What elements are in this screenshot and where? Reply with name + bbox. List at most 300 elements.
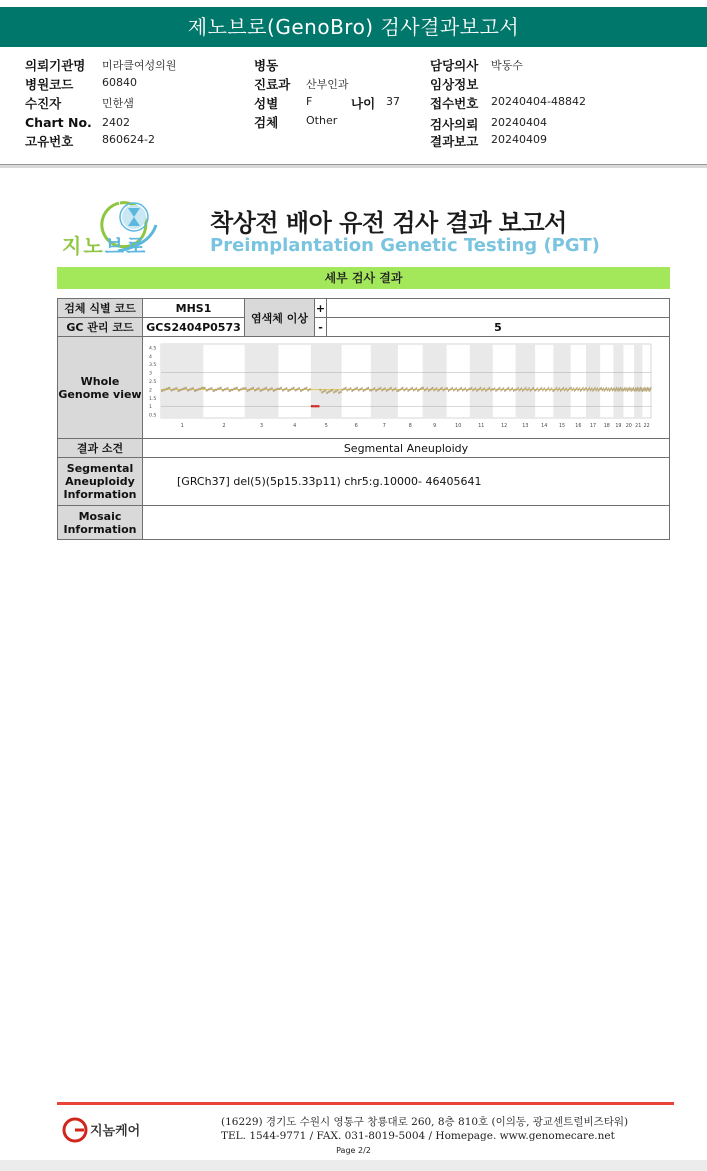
copy-number-point	[173, 388, 175, 390]
copy-number-point	[267, 389, 269, 391]
copy-number-point	[546, 389, 547, 391]
unique-no-value: 860624-2	[102, 133, 155, 146]
copy-number-point	[258, 387, 260, 389]
copy-number-point	[497, 389, 498, 391]
copy-number-point	[449, 389, 450, 391]
x-tick-label: 20	[625, 424, 632, 429]
copy-number-point	[399, 389, 400, 391]
receipt-no-label: 접수번호	[430, 96, 479, 111]
copy-number-point	[222, 389, 224, 391]
copy-number-point	[451, 388, 452, 390]
copy-number-point	[526, 389, 527, 391]
physician-label: 담당의사	[430, 58, 479, 73]
copy-number-point	[351, 390, 353, 392]
copy-number-point	[490, 389, 491, 391]
copy-number-point	[575, 389, 576, 391]
copy-number-point	[363, 390, 365, 392]
y-tick-label: 4	[149, 354, 152, 360]
x-tick-label: 9	[433, 424, 437, 429]
section-title: 세부 검사 결과	[57, 267, 670, 289]
copy-number-point	[528, 388, 529, 390]
copy-number-point	[484, 387, 485, 389]
copy-number-point	[585, 387, 586, 389]
copy-number-point	[356, 387, 358, 389]
copy-number-point	[424, 389, 425, 391]
x-tick-label: 15	[558, 424, 566, 429]
copy-number-point	[402, 387, 403, 389]
copy-number-point	[508, 387, 509, 389]
copy-number-point	[369, 389, 371, 391]
copy-number-point	[447, 387, 448, 389]
copy-number-point	[250, 388, 252, 390]
specimen-label: 검체	[254, 115, 279, 130]
gc-code-value: GCS2404P0573	[143, 318, 245, 337]
chromosome-band	[613, 344, 623, 418]
copy-number-point	[163, 389, 165, 391]
copy-number-point	[533, 387, 534, 389]
copy-number-point	[568, 389, 569, 391]
copy-number-point	[644, 387, 645, 389]
mosaic-info-value	[143, 506, 670, 540]
copy-number-point	[578, 389, 579, 391]
copy-number-point	[381, 389, 383, 391]
copy-number-point	[265, 387, 267, 389]
copy-number-point	[413, 389, 414, 391]
copy-number-point	[517, 388, 518, 390]
copy-number-point	[414, 388, 415, 390]
loss-segment-point	[318, 405, 320, 407]
copy-number-point	[398, 390, 399, 392]
copy-number-point	[562, 388, 563, 390]
copy-number-point	[536, 388, 537, 390]
hospital-code-value: 60840	[102, 76, 137, 89]
copy-number-point	[480, 387, 481, 389]
age-value: 37	[386, 95, 400, 108]
copy-number-point	[345, 387, 347, 389]
loss-segment-point	[316, 405, 318, 407]
copy-number-point	[631, 387, 632, 389]
copy-number-point	[574, 390, 575, 392]
test-request-label: 검사의뢰	[430, 117, 479, 132]
x-tick-label: 14	[541, 424, 548, 429]
copy-number-point	[481, 389, 482, 391]
y-tick-label: 3	[149, 371, 152, 377]
copy-number-point	[226, 387, 228, 389]
copy-number-point	[640, 387, 641, 389]
copy-number-point	[601, 387, 602, 389]
age-label: 나이	[351, 96, 376, 111]
copy-number-point	[467, 389, 468, 391]
segmental-aneuploidy-value: [GRCh37] del(5)(5p15.33p11) chr5:g.10000- 46405641	[143, 458, 670, 506]
copy-number-point	[559, 387, 560, 389]
copy-number-point	[396, 390, 398, 392]
copy-number-point	[477, 389, 478, 391]
x-tick-label: 7	[382, 424, 386, 429]
report-header-title: 제노브로(GenoBro) 검사결과보고서	[0, 7, 707, 47]
copy-number-point	[333, 391, 335, 393]
copy-number-point	[452, 387, 453, 389]
copy-number-point	[466, 390, 467, 392]
y-tick-label: 1.5	[149, 396, 157, 402]
copy-number-point	[423, 387, 424, 389]
loss-segment-point	[311, 405, 313, 407]
result-finding-label: 결과 소견	[58, 439, 143, 458]
copy-number-point	[483, 388, 484, 390]
copy-number-point	[583, 387, 584, 389]
copy-number-point	[488, 388, 489, 390]
x-tick-label: 16	[575, 424, 582, 429]
copy-number-point	[378, 388, 380, 390]
copy-number-point	[629, 387, 630, 389]
receipt-no-value: 20240404-48842	[491, 95, 586, 108]
bottom-band	[0, 1160, 707, 1171]
copy-number-point	[384, 387, 386, 389]
copy-number-point	[595, 387, 596, 389]
copy-number-point	[437, 390, 438, 392]
requesting-institution-label: 의뢰기관명	[25, 58, 86, 73]
x-tick-label: 12	[501, 424, 508, 429]
chromosome-band	[634, 344, 642, 418]
x-tick-label: 5	[324, 424, 328, 429]
x-tick-label: 1	[180, 424, 184, 429]
segmental-aneuploidy-label: Segmental Aneuploidy Information	[58, 458, 143, 506]
copy-number-point	[168, 387, 170, 389]
x-tick-label: 13	[522, 424, 529, 429]
copy-number-point	[635, 387, 636, 389]
copy-number-point	[597, 387, 598, 389]
copy-number-point	[548, 387, 549, 389]
copy-number-point	[427, 387, 428, 389]
copy-number-point	[469, 388, 470, 390]
copy-number-point	[278, 388, 280, 390]
copy-number-point	[417, 390, 418, 392]
copy-number-point	[416, 387, 417, 389]
copy-number-point	[516, 389, 517, 391]
copy-number-point	[412, 387, 413, 389]
copy-number-point	[425, 388, 426, 390]
copy-number-point	[361, 387, 363, 389]
copy-number-point	[647, 387, 648, 389]
copy-number-point	[554, 389, 555, 391]
copy-number-point	[340, 391, 342, 393]
copy-number-point	[263, 388, 265, 390]
copy-number-point	[444, 388, 445, 390]
copy-number-point	[465, 387, 466, 389]
copy-number-point	[282, 389, 284, 391]
department-label: 진료과	[254, 77, 291, 92]
copy-number-point	[603, 387, 604, 389]
copy-number-point	[359, 388, 361, 390]
copy-number-point	[558, 388, 559, 390]
copy-number-point	[319, 389, 321, 391]
copy-number-point	[256, 388, 258, 390]
copy-number-point	[544, 387, 545, 389]
chart-no-value: 2402	[102, 116, 130, 129]
copy-number-point	[538, 390, 539, 392]
copy-number-point	[440, 388, 441, 390]
copy-number-point	[565, 388, 566, 390]
hospital-code-label: 병원코드	[25, 77, 74, 92]
copy-number-point	[203, 387, 205, 389]
copy-number-point	[572, 388, 573, 390]
chromosome-band	[516, 344, 536, 418]
copy-number-point	[372, 388, 374, 390]
copy-number-point	[524, 388, 525, 390]
copy-number-point	[512, 387, 513, 389]
footer-divider	[57, 1102, 674, 1105]
copy-number-point	[509, 389, 510, 391]
copy-number-point	[337, 389, 339, 391]
copy-number-point	[456, 387, 457, 389]
result-finding-value: Segmental Aneuploidy	[143, 439, 670, 458]
copy-number-point	[409, 389, 410, 391]
copy-number-point	[431, 388, 432, 390]
specimen-value: Other	[306, 114, 338, 127]
mosaic-info-label: Mosaic Information	[58, 506, 143, 540]
copy-number-point	[335, 390, 337, 392]
report-title-korean: 착상전 배아 유전 검사 결과 보고서	[210, 209, 567, 237]
copy-number-point	[549, 389, 550, 391]
copy-number-point	[383, 388, 385, 390]
copy-number-point	[553, 390, 554, 392]
y-tick-label: 2.5	[149, 380, 157, 385]
copy-number-point	[291, 388, 293, 390]
copy-number-point	[269, 388, 271, 390]
x-tick-label: 21	[635, 424, 642, 429]
copy-number-point	[622, 387, 623, 389]
loss-sign: -	[315, 318, 327, 337]
copy-number-point	[572, 389, 573, 391]
copy-number-point	[194, 390, 196, 392]
copy-number-point	[166, 388, 168, 390]
copy-number-point	[583, 389, 584, 391]
copy-number-point	[439, 389, 440, 391]
copy-number-point	[392, 389, 394, 391]
copy-number-point	[491, 388, 492, 390]
copy-number-point	[435, 388, 436, 390]
copy-number-point	[582, 388, 583, 390]
copy-number-point	[531, 389, 532, 391]
result-report-value: 20240409	[491, 133, 547, 146]
y-tick-label: 2	[149, 388, 152, 394]
copy-number-point	[321, 391, 323, 393]
copy-number-point	[443, 389, 444, 391]
clinical-info-label: 임상정보	[430, 77, 479, 92]
copy-number-point	[196, 389, 198, 391]
copy-number-point	[280, 387, 282, 389]
gain-sign: +	[315, 299, 327, 318]
sex-label: 성별	[254, 96, 279, 111]
copy-number-point	[350, 387, 352, 389]
header-divider	[0, 164, 707, 168]
x-tick-label: 17	[590, 424, 597, 429]
x-tick-label: 8	[408, 424, 412, 429]
copy-number-point	[187, 389, 189, 391]
copy-number-point	[618, 387, 619, 389]
footer-contact-line: TEL. 1544-9771 / FAX. 031-8019-5004 / Homepage. www.genomecare.net	[221, 1130, 615, 1142]
copy-number-point	[460, 388, 461, 390]
copy-number-point	[614, 387, 615, 389]
copy-number-point	[540, 388, 541, 390]
copy-number-point	[245, 387, 247, 389]
y-tick-label: 4.5	[149, 346, 157, 352]
copy-number-point	[620, 387, 621, 389]
copy-number-point	[535, 389, 536, 391]
copy-number-point	[210, 387, 212, 389]
x-tick-label: 4	[293, 424, 297, 429]
loss-value: 5	[327, 318, 670, 337]
copy-number-point	[534, 389, 535, 391]
copy-number-point	[355, 388, 357, 390]
copy-number-point	[371, 389, 373, 391]
copy-number-point	[580, 390, 581, 392]
department-value: 산부인과	[306, 78, 349, 91]
footer-address-line: (16229) 경기도 수원시 영통구 창룡대로 260, 8층 810호 (이의동, 광교센트럴비즈타워)	[221, 1116, 629, 1128]
copy-number-point	[529, 387, 530, 389]
copy-number-point	[584, 388, 585, 390]
copy-number-point	[375, 390, 377, 392]
whole-genome-view-cell	[143, 337, 670, 439]
copy-number-point	[429, 389, 430, 391]
copy-number-point	[511, 388, 512, 390]
copy-number-point	[407, 390, 408, 392]
copy-number-point	[499, 387, 500, 389]
copy-number-point	[406, 387, 407, 389]
copy-number-point	[252, 387, 254, 389]
copy-number-point	[401, 388, 402, 390]
copy-number-point	[331, 389, 333, 391]
copy-number-point	[325, 389, 327, 391]
copy-number-point	[555, 388, 556, 390]
copy-number-point	[547, 388, 548, 390]
copy-number-point	[217, 388, 219, 390]
copy-number-point	[543, 388, 544, 390]
copy-number-point	[380, 387, 382, 389]
copy-number-point	[626, 387, 627, 389]
copy-number-point	[566, 387, 567, 389]
copy-number-point	[581, 389, 582, 391]
copy-number-point	[177, 390, 179, 392]
copy-number-point	[208, 388, 210, 390]
copy-number-point	[273, 390, 275, 392]
test-request-value: 20240404	[491, 116, 547, 129]
copy-number-point	[457, 390, 458, 392]
x-tick-label: 3	[260, 424, 264, 429]
copy-number-point	[353, 389, 355, 391]
copy-number-point	[541, 387, 542, 389]
x-tick-label: 22	[643, 424, 650, 429]
sex-value: F	[306, 95, 313, 108]
copy-number-point	[519, 389, 520, 391]
x-tick-label: 11	[478, 424, 485, 429]
copy-number-point	[387, 389, 389, 391]
copy-number-point	[504, 390, 505, 392]
copy-number-point	[403, 389, 404, 391]
y-tick-label: 3.5	[149, 363, 157, 369]
copy-number-point	[364, 389, 366, 391]
detail-results-table	[57, 298, 670, 540]
copy-number-point	[366, 388, 368, 390]
footer-address	[221, 1115, 628, 1143]
copy-number-point	[573, 387, 574, 389]
copy-number-point	[551, 387, 552, 389]
page-number: Page 2/2	[336, 1146, 371, 1155]
copy-number-point	[576, 388, 577, 390]
copy-number-point	[206, 389, 208, 391]
chromosome-band	[586, 344, 600, 418]
copy-number-point	[441, 387, 442, 389]
copy-number-point	[563, 387, 564, 389]
chromosome-band	[553, 344, 570, 418]
copy-number-point	[641, 387, 642, 389]
copy-number-point	[513, 390, 514, 392]
copy-number-point	[213, 390, 215, 392]
gain-value	[327, 299, 670, 318]
ward-label: 병동	[254, 58, 279, 73]
copy-number-point	[462, 389, 463, 391]
copy-number-point	[625, 387, 626, 389]
copy-number-point	[390, 387, 392, 389]
copy-number-point	[304, 388, 306, 390]
copy-number-point	[410, 388, 411, 390]
x-tick-label: 6	[354, 424, 358, 429]
copy-number-point	[348, 388, 350, 390]
specimen-id-value: MHS1	[143, 299, 245, 318]
copy-number-point	[569, 388, 570, 390]
copy-number-point	[229, 390, 231, 392]
copy-number-point	[302, 389, 304, 391]
copy-number-point	[286, 387, 288, 389]
copy-number-point	[579, 387, 580, 389]
x-tick-label: 19	[615, 424, 622, 429]
copy-number-point	[201, 387, 203, 389]
copy-number-point	[395, 387, 397, 389]
y-tick-label: 1	[149, 405, 152, 411]
copy-number-point	[421, 387, 422, 389]
copy-number-point	[520, 388, 521, 390]
physician-value: 박동수	[491, 59, 523, 72]
copy-number-point	[277, 388, 279, 390]
copy-number-point	[494, 387, 495, 389]
copy-number-point	[287, 390, 289, 392]
copy-number-point	[175, 387, 177, 389]
copy-number-point	[295, 389, 297, 391]
copy-number-point	[436, 387, 437, 389]
copy-number-point	[514, 389, 515, 391]
copy-number-point	[448, 390, 449, 392]
copy-number-point	[556, 387, 557, 389]
copy-number-point	[240, 388, 242, 390]
copy-number-point	[525, 387, 526, 389]
copy-number-point	[192, 387, 194, 389]
copy-number-point	[420, 388, 421, 390]
copy-number-point	[616, 387, 617, 389]
copy-number-point	[500, 389, 501, 391]
copy-number-point	[271, 387, 273, 389]
copy-number-point	[505, 389, 506, 391]
copy-number-point	[233, 388, 235, 390]
copy-number-point	[293, 387, 295, 389]
copy-number-point	[432, 387, 433, 389]
copy-number-point	[461, 387, 462, 389]
copy-number-point	[470, 388, 471, 390]
specimen-id-label: 검체 식별 코드	[58, 299, 143, 318]
copy-number-point	[347, 389, 349, 391]
result-report-label: 결과보고	[430, 134, 479, 149]
copy-number-point	[611, 387, 612, 389]
copy-number-point	[445, 387, 446, 389]
copy-number-point	[309, 388, 311, 390]
